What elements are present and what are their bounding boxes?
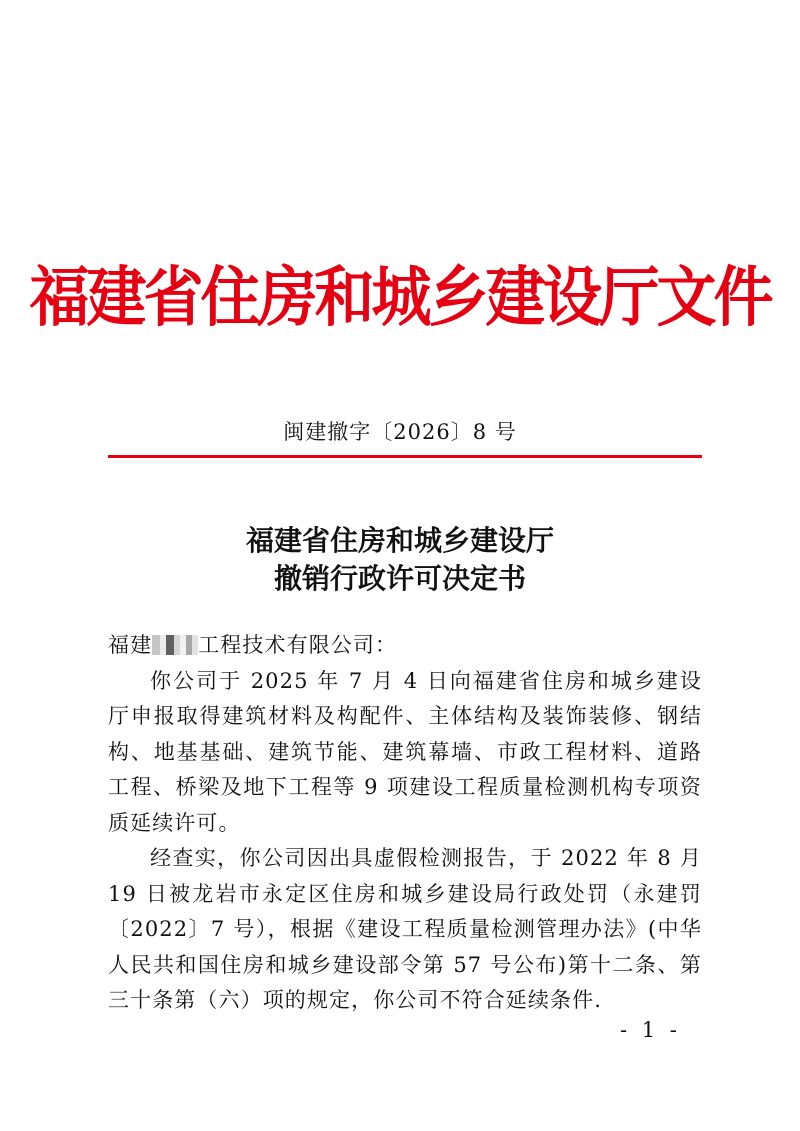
- body-paragraph-1: 你公司于 2025 年 7 月 4 日向福建省住房和城乡建设厅申报取得建筑材料及构配件、主体结构及装饰装修、钢结构、地基基础、建筑节能、建筑幕墙、市政工程材料、道路工程、桥梁及地下工程等 9 项建设工程质量检测机构专项资质延续许可。: [108, 668, 702, 835]
- body-paragraph-2: 经查实，你公司因出具虚假检测报告，于 2022 年 8 月 19 日被龙岩市永定区住房和城乡建设局行政处罚（永建罚〔2022〕7 号），根据《建设工程质量检测管理办法》(中华人民共和国住房和城乡建设部令第 57 号公布)第十二条、第三十条第（六）项的规定，你公司不符合延续条件.: [108, 846, 702, 1012]
- recipient-suffix: 工程技术有限公司：: [198, 633, 398, 657]
- recipient-line: [108, 628, 702, 664]
- issuer-header-title: 福建省住房和城乡建设厅文件: [29, 260, 771, 336]
- document-title-line-2: 撤销行政许可决定书: [273, 562, 526, 595]
- header-red-rule: [108, 455, 702, 458]
- page-number: - 1 -: [620, 1018, 681, 1042]
- document-number: 闽建撤字〔2026〕8 号: [283, 420, 517, 444]
- recipient-prefix: 福建: [108, 633, 153, 657]
- document-title: [0, 522, 800, 598]
- document-title-line-1: 福建省住房和城乡建设厅: [245, 524, 554, 557]
- document-body: [108, 628, 702, 1019]
- redaction-mosaic: [152, 635, 198, 655]
